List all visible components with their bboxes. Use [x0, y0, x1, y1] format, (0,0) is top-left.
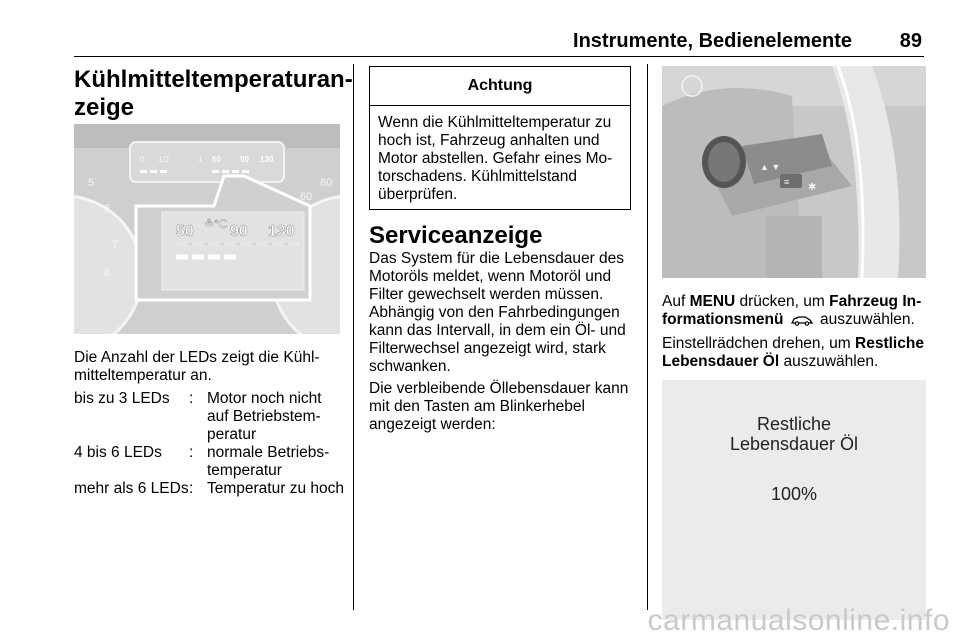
scale-label: 90: [240, 155, 249, 164]
led-row-key: mehr als 6 LEDs: [74, 480, 189, 497]
instrument-cluster-figure: [74, 124, 340, 334]
page-number: 89: [899, 30, 922, 52]
column-divider-2: [647, 64, 648, 610]
instruction-text: Einstellrädchen drehen, um: [662, 335, 856, 352]
warning-box: [369, 66, 631, 210]
instruction-text: Auf: [662, 293, 690, 310]
coolant-section-heading: [74, 66, 353, 122]
oil-life-display-title: [662, 414, 926, 454]
oil-life-display: [662, 380, 926, 620]
instruction-menu: [662, 293, 928, 329]
service-paragraph: Das System für die Lebensdauer des Motoröls meldet, wenn Motoröl und Filter gewechselt werden müssen. Abhängig von den Fahrbedingungen kann das Intervall, in dem ein Öl- und Filterwechsel angezeigt wird, stark schwanken.: [369, 250, 626, 375]
column-divider-1: [353, 64, 354, 610]
led-row: [74, 444, 344, 480]
header-rule: [74, 56, 924, 57]
led-table: [74, 390, 344, 498]
led-row-separator: :: [189, 480, 194, 497]
led-row-value: Motor noch nicht auf Betriebstem-peratur: [207, 390, 322, 443]
warning-heading: Achtung: [370, 67, 630, 106]
dial-label: 6: [104, 203, 111, 215]
led-row-separator: :: [189, 444, 194, 461]
dial-label: 80: [320, 177, 333, 189]
instruction-bold: MENU: [689, 293, 736, 310]
dial-label: 7: [112, 239, 119, 251]
coolant-title-line2: zeige: [74, 94, 135, 121]
oil-life-line2: Lebensdauer Öl: [729, 434, 859, 454]
dial-label: 5: [88, 177, 95, 189]
led-row-value: normale Betriebs-temperatur: [207, 444, 330, 479]
coolant-symbol-icon: ≗°C: [204, 217, 228, 231]
scale-label: 1/2: [158, 155, 170, 164]
warning-text: Wenn die Kühlmitteltemperatur zu hoch ist, Fahrzeug anhalten und Motor abstellen. Gefahr eines Mo-torschadens. Kühlmittelstand überprüfen.: [378, 114, 613, 203]
led-row-key: bis zu 3 LEDs: [74, 390, 170, 407]
instruction-text: auszuwählen.: [779, 353, 879, 370]
page-header-title: Instrumente, Bedienelemente: [573, 30, 852, 52]
scale-label: 50: [212, 155, 221, 164]
instruction-select: [662, 335, 928, 371]
scale-label: 0: [140, 155, 145, 164]
instruction-bold: Restliche Lebensdauer Öl: [662, 335, 924, 370]
dial-label: 8: [104, 267, 111, 279]
big-temp-label: 90: [230, 223, 248, 240]
service-paragraph: Die verbleibende Öllebensdauer kann mit den Tasten am Blinkerhebel angezeigt werden:: [369, 380, 629, 433]
instruction-text: drücken, um: [735, 293, 830, 310]
lever-light-icon: ✱: [808, 182, 817, 193]
lever-button-label: ▲ ▼: [760, 162, 781, 172]
led-row: [74, 480, 344, 498]
led-row-value: Temperatur zu hoch: [207, 480, 344, 497]
car-icon: [790, 314, 814, 326]
big-temp-label: 130: [268, 223, 295, 240]
led-row-key: 4 bis 6 LEDs: [74, 444, 162, 461]
scale-label: 130: [260, 155, 274, 164]
coolant-title-line1: Kühlmitteltemperaturan-: [74, 66, 353, 93]
led-intro-text: Die Anzahl der LEDs zeigt die Kühl-mitteltemperatur an.: [74, 349, 320, 384]
turn-signal-lever-figure: [662, 66, 926, 278]
watermark: carmanualsonline.info: [647, 604, 950, 637]
oil-life-line1: Restliche: [756, 414, 832, 434]
lever-menu-icon: ≡: [784, 177, 790, 187]
instruction-text: auszuwählen.: [815, 311, 915, 328]
scale-label: 1: [198, 155, 203, 164]
dial-label: 60: [300, 191, 313, 203]
big-temp-label: 50: [176, 223, 194, 240]
led-row: [74, 390, 344, 444]
oil-life-value: 100%: [770, 484, 818, 504]
service-section-title: Serviceanzeige: [369, 222, 543, 249]
led-row-separator: :: [189, 390, 194, 407]
instruction-bold: Fahrzeug In-formationsmenü: [662, 293, 922, 328]
